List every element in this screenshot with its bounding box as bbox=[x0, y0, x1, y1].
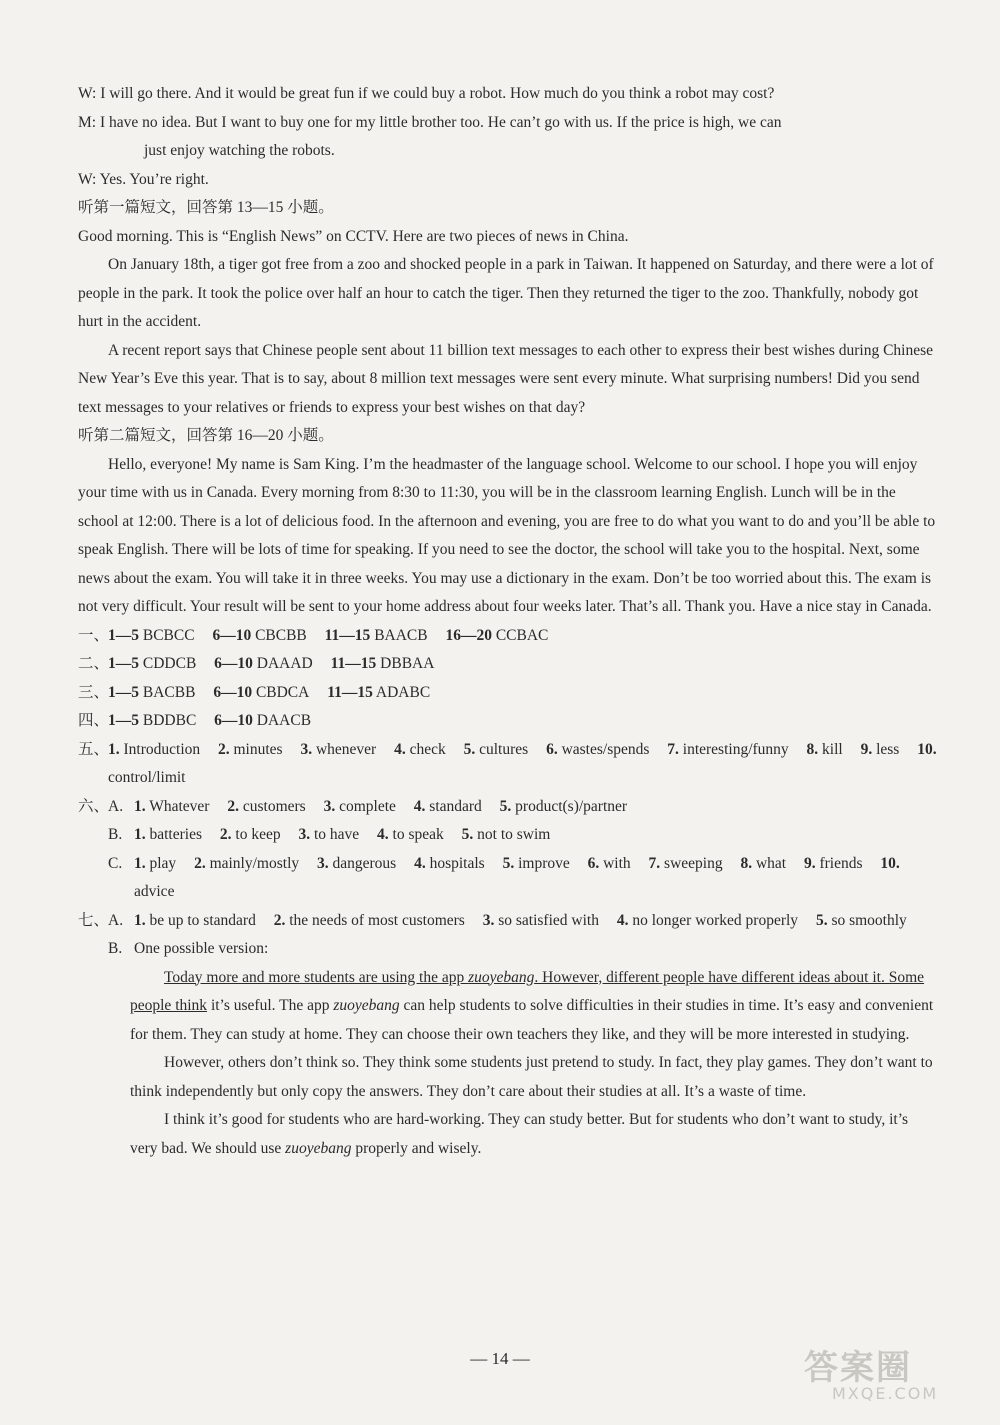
answer-section-6c bbox=[78, 850, 938, 907]
section-label: 二、 bbox=[78, 655, 110, 672]
answer-section-6b bbox=[78, 821, 938, 850]
answer-section-7b bbox=[78, 935, 938, 964]
passage2-heading: 听第二篇短文，回答第 16—20 小题。 bbox=[78, 427, 334, 444]
section-label: 一、 bbox=[78, 626, 110, 644]
dialogue-line: W: Yes. You’re right. bbox=[78, 170, 209, 188]
essay-intro: One possible version: bbox=[134, 940, 269, 957]
essay-paragraph-3: I think it’s good for students who are hard-working. They can study better. But for students who don’t want to study, it’s very bad. We should use zuoyebang properly and wisely. bbox=[130, 1111, 909, 1157]
essay-underlined: Today more and more students are using the app zuoyebang. However, different people have different ideas about it. Some people think bbox=[130, 968, 925, 1014]
passage1-paragraph: Good morning. This is “English News” on CCTV. Here are two pieces of news in China. bbox=[78, 227, 629, 245]
section-label: 六、 bbox=[78, 797, 110, 815]
section-label: 四、 bbox=[78, 712, 110, 729]
dialogue-line: W: I will go there. And it would be great fun if we could buy a robot. How much do you think a robot may cost? bbox=[78, 85, 775, 102]
passage1-heading: 听第一篇短文，回答第 13—15 小题。 bbox=[78, 199, 334, 216]
part-label: C. bbox=[108, 854, 123, 872]
answer-section-7a bbox=[78, 907, 938, 936]
answer-items: 1. Introduction 2. minutes 3. whenever 4. check 5. cultures 6. wastes/spends 7. interesting/funny 8. kill 9. less 10. control/limit bbox=[108, 740, 937, 786]
answer-section-6a bbox=[78, 793, 938, 822]
answer-groups: 1—5 CDDCB 6—10 DAAAD 11—15 DBBAA bbox=[108, 655, 435, 672]
section-label: 七、 bbox=[78, 911, 110, 929]
passage2-paragraph: Hello, everyone! My name is Sam King. I’m the headmaster of the language school. Welcome to our school. I hope you will enjoy your time with us in Canada. Every morning from 8:30 to 11:30, you will be in the classroom learning English. Lunch will be in the school at 12:00. There is a lot of delicious food. In the afternoon and evening, you are free to do what you want to do and you’ll be able to speak English. There will be lots of time for speaking. If you need to see the doctor, the school will take you to the hospital. Next, some news about the exam. You will take it in three weeks. You may use a dictionary in the exam. Don’t be too worried about this. The exam is not very difficult. Your result will be sent to your home address about four weeks later. That’s all. Thank you. Have a nice stay in Canada. bbox=[78, 455, 936, 615]
part-label: A. bbox=[108, 911, 124, 929]
part-label: B. bbox=[108, 826, 123, 843]
answer-section-4 bbox=[78, 707, 938, 736]
passage1-paragraph: A recent report says that Chinese people sent about 11 billion text messages to each other to express their best wishes during Chinese New Year’s Eve this year. That is to say, about 8 million text messages were sent every minute. What surprising numbers! Did you send text messages to your relatives or friends to express your best wishes on that day? bbox=[78, 341, 934, 416]
answer-groups: 1—5 BACBB 6—10 CBDCA 11—15 ADABC bbox=[108, 683, 431, 701]
answer-section-5 bbox=[78, 736, 938, 793]
answer-section-2 bbox=[78, 650, 938, 679]
answer-items: 1. be up to standard 2. the needs of most customers 3. so satisfied with 4. no longer worked properly 5. so smoothly bbox=[134, 911, 907, 929]
section-label: 五、 bbox=[78, 740, 110, 758]
part-label: A. bbox=[108, 797, 124, 815]
answer-items: 1. Whatever 2. customers 3. complete 4. standard 5. product(s)/partner bbox=[134, 797, 628, 815]
answer-section-1 bbox=[78, 622, 938, 651]
answer-groups: 1—5 BCBCC 6—10 CBCBB 11—15 BAACB 16—20 CCBAC bbox=[108, 626, 549, 644]
part-label: B. bbox=[108, 940, 123, 957]
answer-items: 1. play 2. mainly/mostly 3. dangerous 4. hospitals 5. improve 6. with 7. sweeping 8. what 9. friends 10. advice bbox=[134, 854, 900, 900]
essay-paragraph-1: Today more and more students are using the app zuoyebang. However, different people have different ideas about it. Some people think it’s useful. The app zuoyebang can help students to solve difficulties in their studies in time. It’s easy and convenient for them. They can study at home. They can choose their own teachers they like, and they will be more interested in studying. bbox=[130, 968, 934, 1043]
page-number: — 14 — bbox=[470, 1349, 530, 1368]
essay-paragraph-2: However, others don’t think so. They think some students just pretend to study. In fact, they play games. They don’t want to think independently but only copy the answers. They don’t care about their studies at all. It’s a waste of time. bbox=[130, 1054, 933, 1100]
watermark-logo: 答案圈 MXQE.COM bbox=[804, 1348, 939, 1403]
section-label: 三、 bbox=[78, 683, 110, 701]
answer-section-3 bbox=[78, 679, 938, 708]
answer-items: 1. batteries 2. to keep 3. to have 4. to speak 5. not to swim bbox=[134, 826, 551, 843]
model-essay bbox=[78, 964, 938, 1164]
passage1-paragraph: On January 18th, a tiger got free from a zoo and shocked people in a park in Taiwan. It happened on Saturday, and there were a lot of people in the park. It took the police over half an hour to catch the tiger. Then they returned the tiger to the zoo. Thankfully, nobody got hurt in the accident. bbox=[78, 256, 934, 330]
dialogue-line: M: I have no idea. But I want to buy one for my little brother too. He can’t go with us. If the price is high, we can bbox=[78, 113, 782, 131]
dialogue-line: just enjoy watching the robots. bbox=[144, 142, 335, 159]
answer-groups: 1—5 BDDBC 6—10 DAACB bbox=[108, 712, 312, 729]
page-content bbox=[78, 80, 938, 1163]
